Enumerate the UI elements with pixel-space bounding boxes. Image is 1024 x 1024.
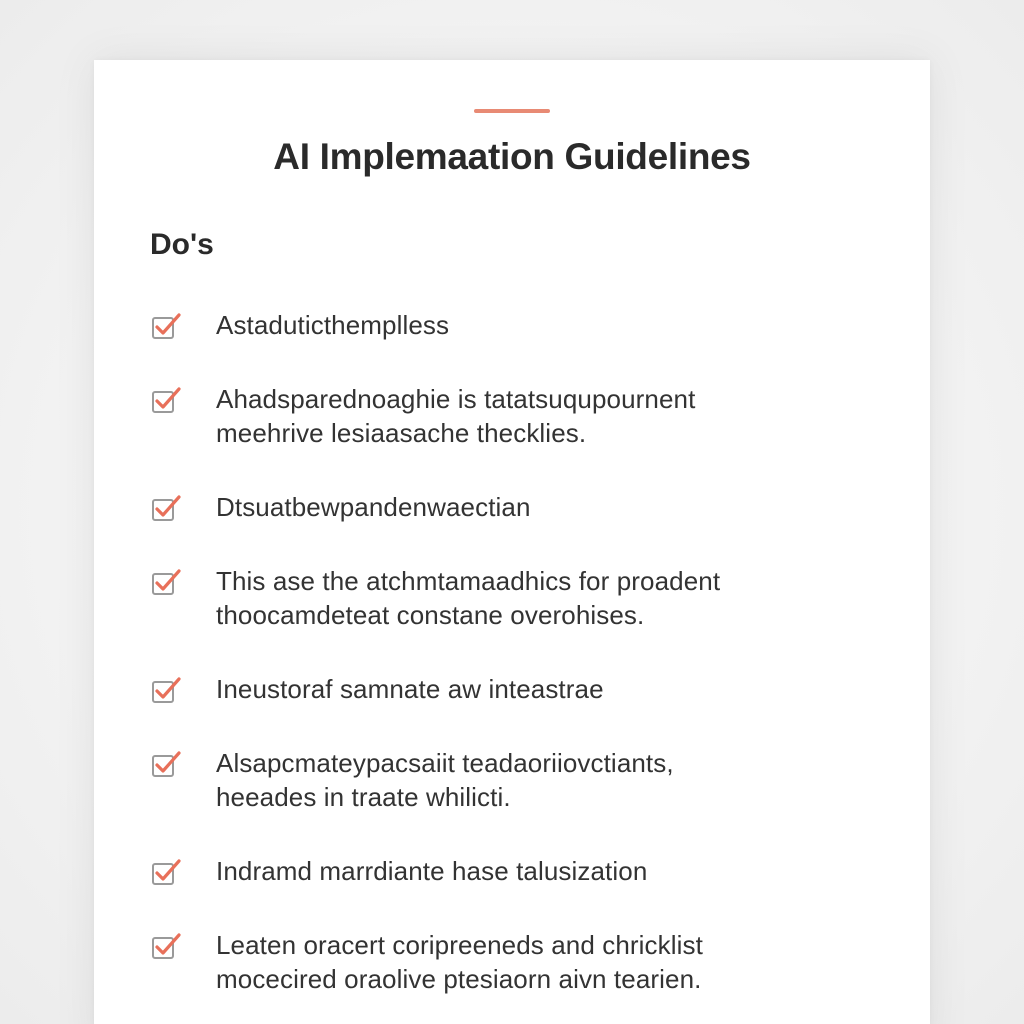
list-item-text xyxy=(216,308,449,342)
list-item-text xyxy=(216,382,695,450)
list-item-line: Indramd marrdiante hase talusization xyxy=(216,856,648,886)
list-item-line: Ineustoraf samnate aw inteastrae xyxy=(216,674,604,704)
list-item-line: heeades in traate whilicti. xyxy=(216,782,511,812)
checkbox-checked-icon xyxy=(150,931,182,963)
list-item xyxy=(150,308,890,343)
checkbox-checked-icon xyxy=(150,675,182,707)
list-item-line: Ahadsparednoaghie is tatatsuqupournent xyxy=(216,384,696,414)
list-item xyxy=(150,564,890,632)
list-item-line: Dtsuatbewpandenwaectian xyxy=(216,492,531,522)
list-item-line: meehrive lesiaasache thecklies. xyxy=(216,418,587,448)
list-item-line: Astaduticthemplless xyxy=(216,310,450,340)
checkbox-checked-icon xyxy=(150,857,182,889)
section-heading-dos: Do's xyxy=(150,228,214,261)
guidelines-card xyxy=(94,60,930,1024)
list-item xyxy=(150,672,890,707)
list-item-text xyxy=(216,564,720,632)
list-item-line: Alsapcmateypacsaiit teadaoriiovctiants, xyxy=(216,748,674,778)
checkbox-checked-icon xyxy=(150,311,182,343)
list-item-text xyxy=(216,746,674,814)
list-item xyxy=(150,854,890,889)
list-item xyxy=(150,746,890,814)
page-title: AI Implemaation Guidelines xyxy=(273,136,751,177)
list-item-text xyxy=(216,672,604,706)
accent-divider xyxy=(474,109,550,113)
list-item-text xyxy=(216,928,703,996)
list-item-line: Leaten oracert coripreeneds and chricklist xyxy=(216,930,703,960)
list-item-line: This ase the atchmtamaadhics for proadent xyxy=(216,566,721,596)
checkbox-checked-icon xyxy=(150,749,182,781)
list-item xyxy=(150,490,890,525)
list-item-text xyxy=(216,854,647,888)
list-item xyxy=(150,382,890,450)
list-item-line: thoocamdeteat constane overohises. xyxy=(216,600,645,630)
list-item-line: mocecired oraolive ptesiaorn aivn tearien. xyxy=(216,964,702,994)
list-item-text xyxy=(216,490,531,524)
list-item xyxy=(150,928,890,996)
checkbox-checked-icon xyxy=(150,493,182,525)
checkbox-checked-icon xyxy=(150,567,182,599)
checkbox-checked-icon xyxy=(150,385,182,417)
